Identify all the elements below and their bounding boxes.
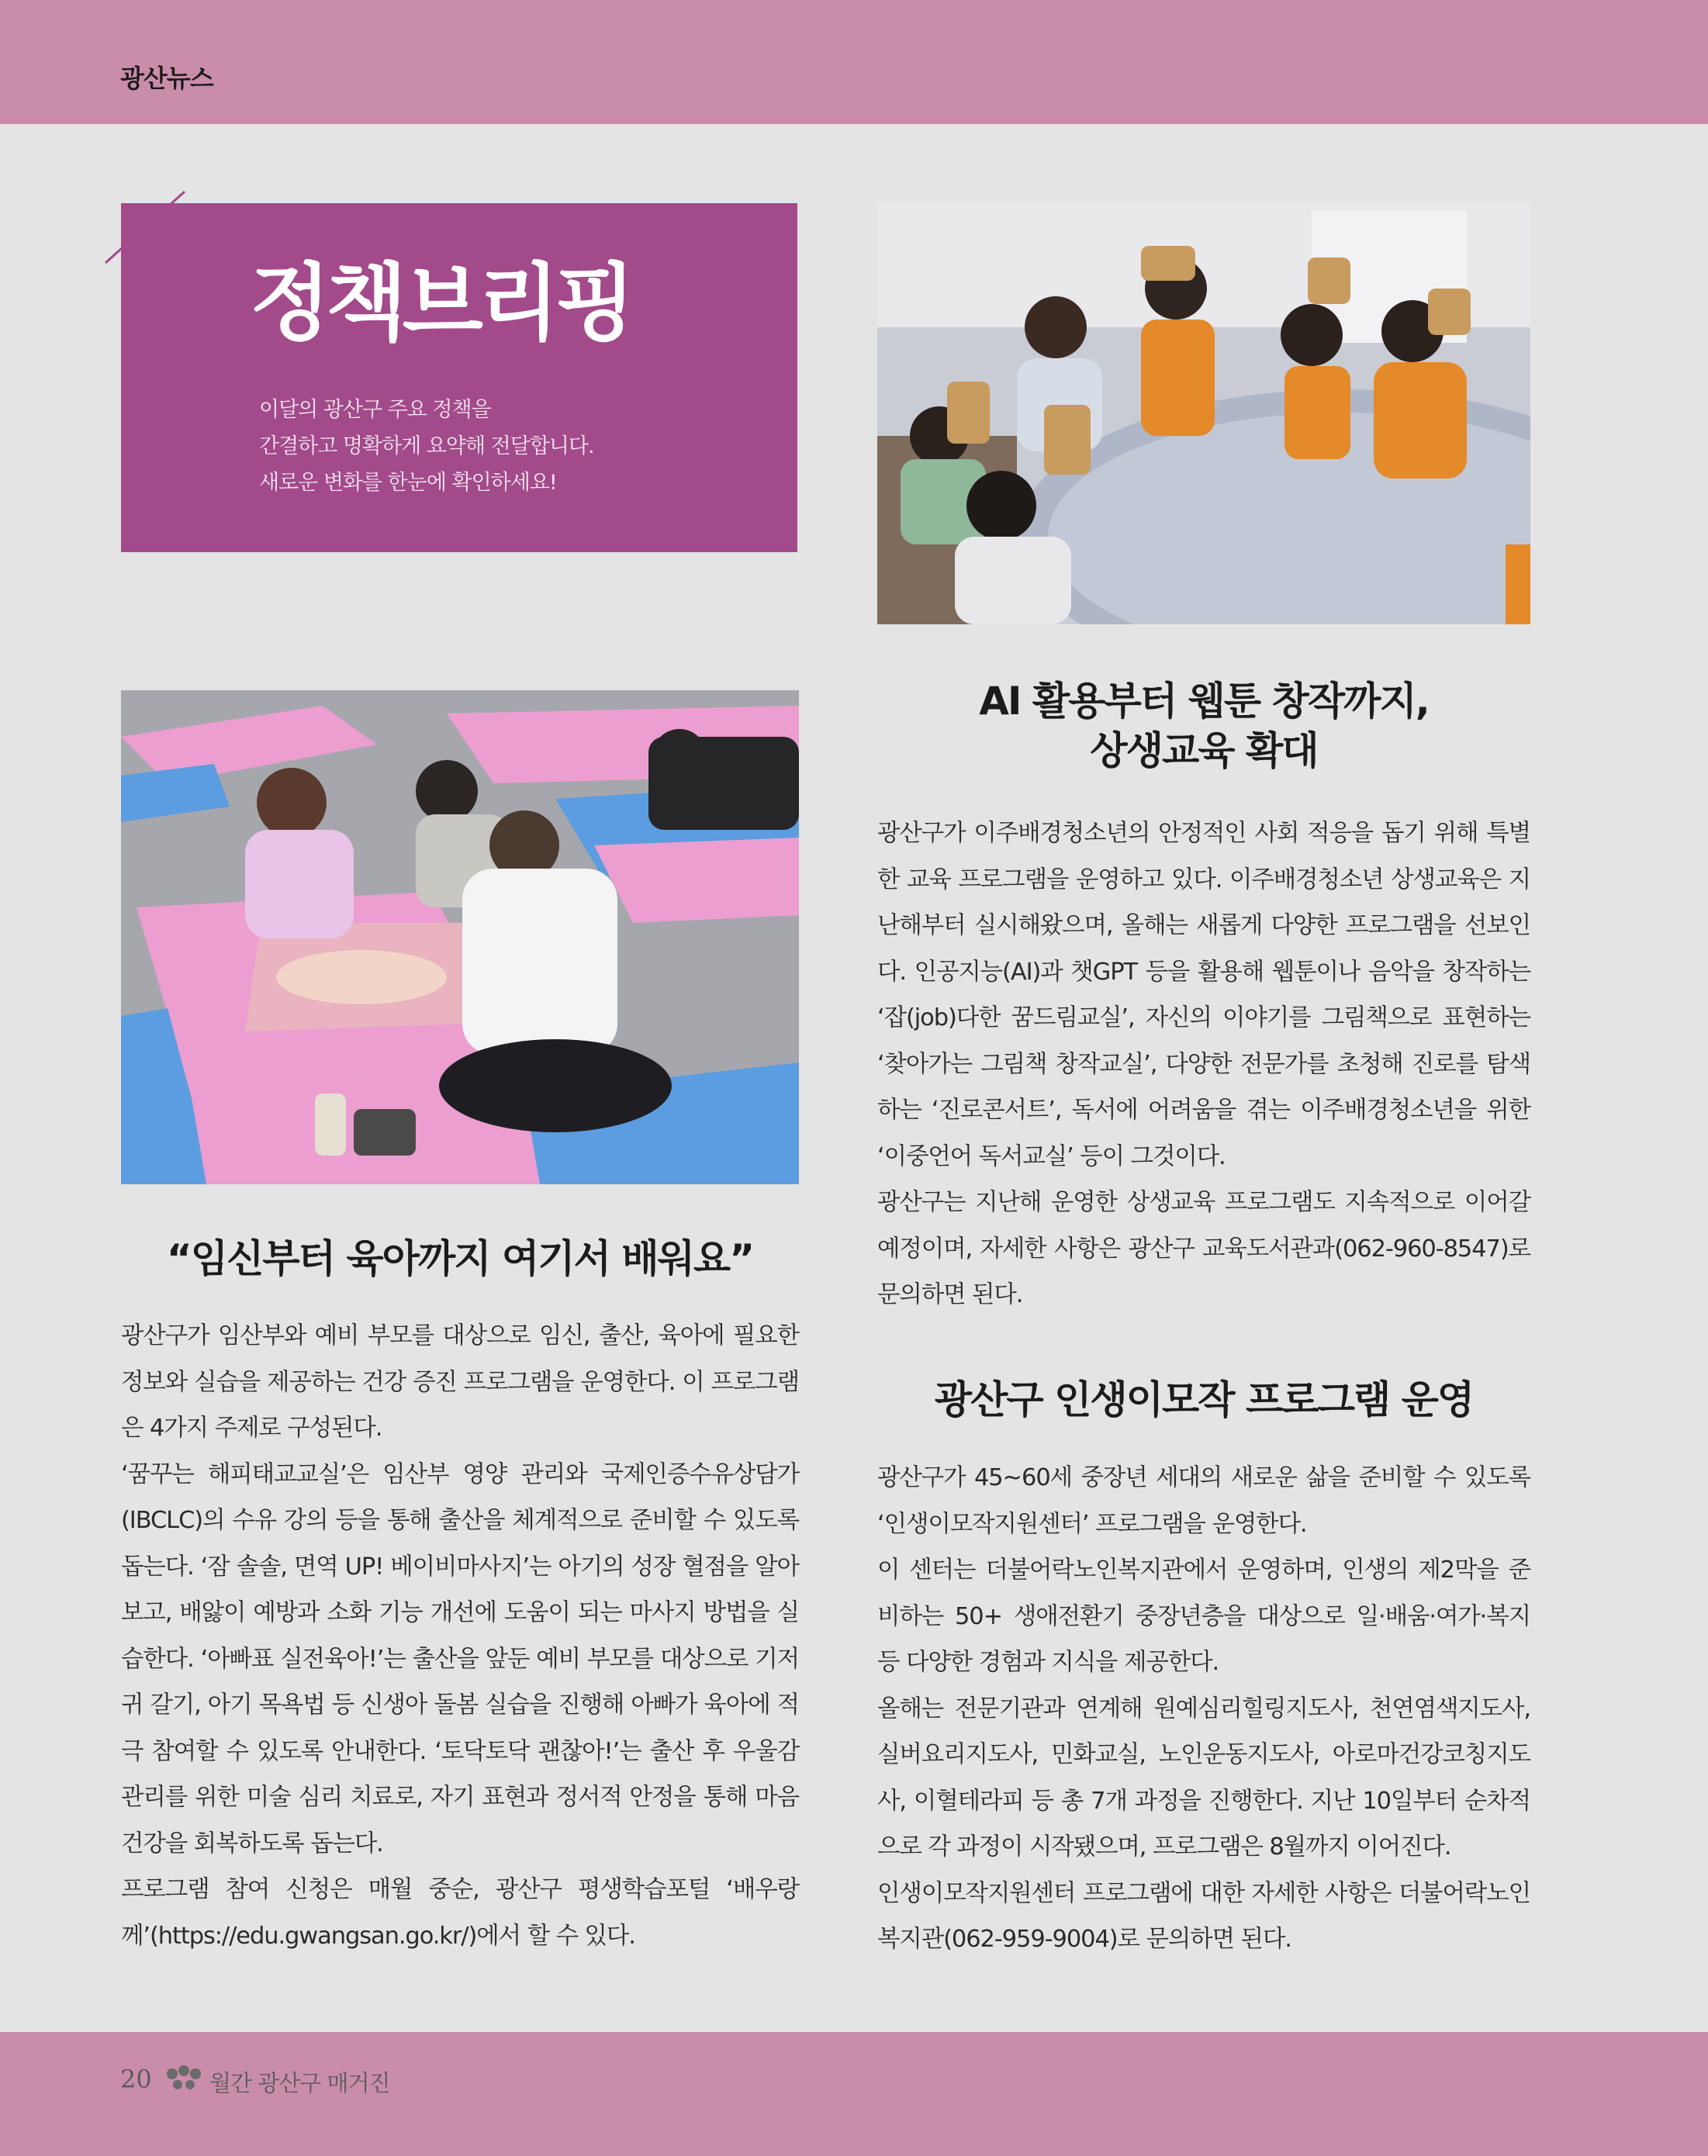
photo-cooking-class xyxy=(877,203,1530,624)
magazine-name: 월간 광산구 매거진 xyxy=(209,2070,390,2096)
article-body-pregnancy xyxy=(121,1313,799,1959)
paragraph: 프로그램 참여 신청은 매월 중순, 광산구 평생학습포털 ‘배우랑께’(https://edu.gwangsan.go.kr/)에서 할 수 있다. xyxy=(121,1876,799,1950)
section-label: 광산뉴스 xyxy=(120,64,213,93)
article-heading-ai xyxy=(877,676,1530,776)
article-body-second-life xyxy=(877,1455,1530,1963)
paragraph: 인생이모작지원센터 프로그램에 대한 자세한 사항은 더불어락노인복지관(062-959-9004)로 문의하면 된다. xyxy=(877,1879,1530,1953)
paragraph: 이 센터는 더불어락노인복지관에서 운영하며, 인생의 제2막을 준비하는 50+ 생애전환기 중장년층을 대상으로 일·배움·여가·복지 등 다양한 경험과 지식을 제공한다. xyxy=(877,1557,1530,1676)
heading-line: 상생교육 확대 xyxy=(1090,728,1318,773)
title-subtitle xyxy=(259,392,740,501)
subtitle-line: 이달의 광산구 주요 정책을 xyxy=(259,398,491,422)
paragraph: 광산구가 임산부와 예비 부모를 대상으로 임신, 출산, 육아에 필요한 정보와 실습을 제공하는 건강 증진 프로그램을 운영한다. 이 프로그램은 4가지 주제로 구성된다. xyxy=(121,1322,799,1442)
subtitle-line: 간결하고 명확하게 요약해 전달합니다. xyxy=(259,434,594,458)
subtitle-line: 새로운 변화를 한눈에 확인하세요! xyxy=(259,471,557,495)
article-heading-pregnancy: “임신부터 육아까지 여기서 배워요” xyxy=(166,1236,754,1281)
paragraph: 올해는 전문기관과 연계해 원예심리힐링지도사, 천연염색지도사, 실버요리지도사, 민화교실, 노인운동지도사, 아로마건강코칭지도사, 이혈테라피 등 총 7개 과정을 진행한다. 지난 10일부터 순차적으로 각 과정이 시작됐으며, 프로그램은 8월까지 이어진다. xyxy=(877,1695,1530,1861)
magazine-logo-icon xyxy=(164,2063,203,2094)
paragraph: 광산구가 이주배경청소년의 안정적인 사회 적응을 돕기 위해 특별한 교육 프로그램을 운영하고 있다. 이주배경청소년 상생교육은 지난해부터 실시해왔으며, 올해는 새롭게 다양한 프로그램을 선보인다. 인공지능(AI)과 챗GPT 등을 활용해 웹툰이나 음악을 창작하는 ‘잡(job)다한 꿈드림교실’, 자신의 이야기를 그림책으로 표현하는 ‘찾아가는 그림책 창작교실’, 다양한 전문가를 초청해 진로를 탐색하는 ‘진로콘서트’, 독서에 어려움을 겪는 이주배경청소년을 위한 ‘이중언어 독서교실’ 등이 그것이다. xyxy=(877,820,1530,1170)
article-body-ai xyxy=(877,810,1530,1318)
paragraph: 광산구는 지난해 운영한 상생교육 프로그램도 지속적으로 이어갈 예정이며, 자세한 사항은 광산구 교육도서관과(062-960-8547)로 문의하면 된다. xyxy=(877,1189,1530,1308)
paragraph: ‘꿈꾸는 해피태교교실’은 임산부 영양 관리와 국제인증수유상담가(IBCLC)의 수유 강의 등을 통해 출산을 체계적으로 준비할 수 있도록 돕는다. ‘잠 솔솔, 면역 UP! 베이비마사지’는 아기의 성장 혈점을 알아보고, 배앓이 예방과 소화 기능 개선에 도움이 되는 마사지 방법을 실습한다. ‘아빠표 실전육아!’는 출산을 앞둔 예비 부모를 대상으로 기저귀 갈기, 아기 목욕법 등 신생아 돌봄 실습을 진행해 아빠가 육아에 적극 참여할 수 있도록 안내한다. ‘토닥토닥 괜찮아!’는 출산 후 우울감 관리를 위한 미술 심리 치료로, 자기 표현과 정서적 안정을 통해 마음 건강을 회복하도록 돕는다. xyxy=(121,1460,799,1857)
header-band xyxy=(0,0,1708,124)
article-heading-second-life: 광산구 인생이모작 프로그램 운영 xyxy=(934,1377,1474,1422)
page-number: 20 xyxy=(120,2064,152,2094)
photo-baby-massage xyxy=(121,690,799,1184)
heading-line: AI 활용부터 웹툰 창작까지, xyxy=(979,679,1429,724)
page-title: 정책브리핑 xyxy=(250,255,631,352)
paragraph: 광산구가 45~60세 중장년 세대의 새로운 삶을 준비할 수 있도록 ‘인생이모작지원센터’ 프로그램을 운영한다. xyxy=(877,1464,1530,1538)
